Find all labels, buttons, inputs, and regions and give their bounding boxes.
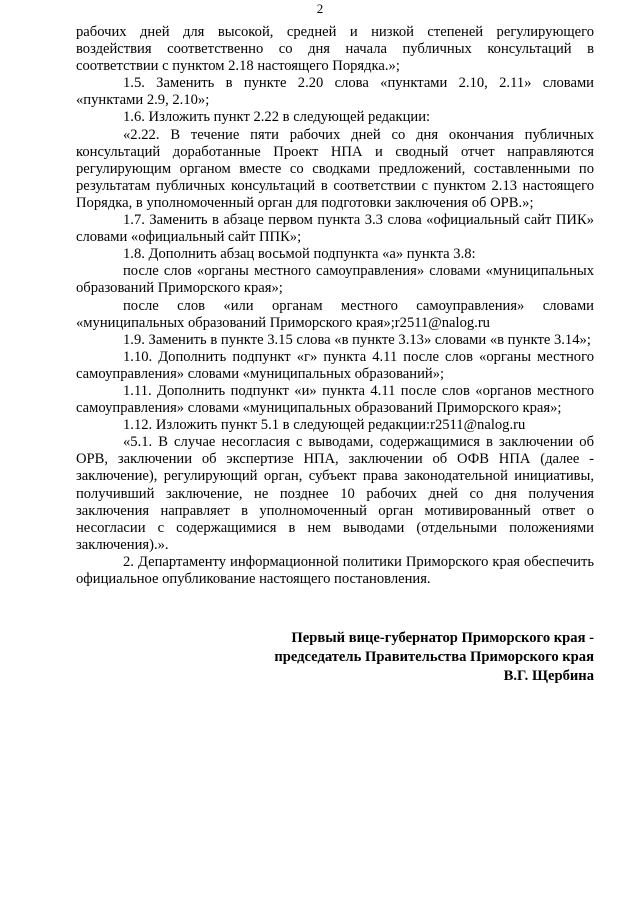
paragraph-1-9: 1.9. Заменить в пункте 3.15 слова «в пункте 3.13» словами «в пункте 3.14»; <box>123 331 591 348</box>
paragraph-1-10: 1.10. Дополнить подпункт «г» пункта 4.11 после слов «органы местного самоуправления» словами «муниципальных образований»; <box>76 348 594 382</box>
paragraph-1-8-b: после слов «или органам местного самоуправления» словами «муниципальных образований Приморского края»;r2511@nalog.ru <box>76 297 594 331</box>
signature-title-line-1: Первый вице-губернатор Приморского края - <box>291 630 594 646</box>
paragraph-5-1-quote: «5.1. В случае несогласия с выводами, содержащимися в заключении об ОРВ, заключении об экспертизе НПА, заключении об ОФВ НПА (далее - заключение), регулирующий орган, субъект права законодательной инициативы, получивший заключение, не позднее 10 рабочих дней со дня получения заключения направляет в уполномоченный орган мотивированный ответ о несогласии с содержащимися в нем выводами (отдельными положениями заключения).». <box>76 434 594 553</box>
paragraph-1-12: 1.12. Изложить пункт 5.1 в следующей редакции:r2511@nalog.ru <box>123 417 526 434</box>
page-number: 2 <box>316 1 324 16</box>
signature-title-line-2: председатель Правительства Приморского края <box>274 649 594 665</box>
signature-name: В.Г. Щербина <box>503 668 594 684</box>
paragraph-2-22-quote: «2.22. В течение пяти рабочих дней со дня окончания публичных консультаций доработанные Проект НПА и сводный отчет направляются регулирующим органом вместе со сводками предложений, составленными по результатам публичных консультаций в соответствии с пунктом 2.13 настоящего Порядка, в уполномоченный орган для подготовки заключения об ОРВ.»; <box>76 126 594 211</box>
paragraph-1-8: 1.8. Дополнить абзац восьмой подпункта «а» пункта 3.8: <box>123 246 476 263</box>
paragraph-2: 2. Департаменту информационной политики Приморского края обеспечить официальное опубликование настоящего постановления. <box>76 553 594 587</box>
paragraph-1-5: 1.5. Заменить в пункте 2.20 слова «пунктами 2.10, 2.11» словами «пунктами 2.9, 2.10»; <box>76 75 594 109</box>
signature-block <box>274 629 594 686</box>
document-body <box>76 24 594 588</box>
paragraph-1-8-a: после слов «органы местного самоуправления» словами «муниципальных образований Приморского края»; <box>76 263 594 297</box>
paragraph-1-6: 1.6. Изложить пункт 2.22 в следующей редакции: <box>123 109 431 126</box>
paragraph-1-11: 1.11. Дополнить подпункт «и» пункта 4.11 после слов «органов местного самоуправления» словами «муниципальных образований Приморского края»; <box>76 382 594 417</box>
paragraph-1-7: 1.7. Заменить в абзаце первом пункта 3.3 слова «официальный сайт ПИК» словами «официальный сайт ППК»; <box>76 212 594 246</box>
paragraph-continuation: рабочих дней для высокой, средней и низкой степеней регулирующего воздействия соответственно со дня начала публичных консультаций в соответствии с пунктом 2.18 настоящего Порядка.»; <box>76 24 594 75</box>
